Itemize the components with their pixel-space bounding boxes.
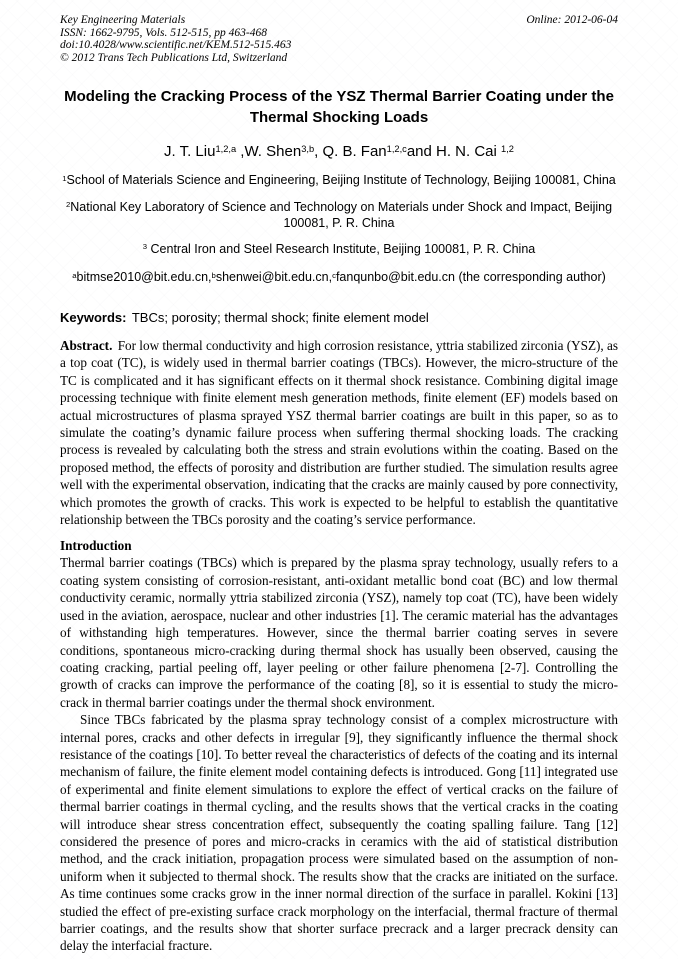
email-address: shenwei@bit.edu.cn,	[215, 270, 333, 284]
abstract-text: For low thermal conductivity and high corrosion resistance, yttria stabilized zirconia (YSZ), as a top coat (TC), is widely used in thermal barrier coatings (TBCs). However, the micro-structure of the TC is complicated and it has significant effects on it thermal shock resistance. Combining digital image processing technique with finite element mesh generation methods, finite element (EF) models based on actual microstructures of plasma sprayed YSZ thermal barrier coatings are built in this paper, so as to simulate the coating’s dynamic failure process when suffering thermal shocking loads. The cracking process is revealed by calculating both the stress and strain evolutions within the coating. Based on the proposed method, the effects of porosity and distribution are further studied. The simulation results agree well with the experimental observation, indicating that the cracks are mainly caused by pore connectivity, which promotes the growth of cracks. This work is expected to be helpful to establish the quantitative relationship between the TBCs porosity and the coating’s service performance.	[60, 338, 619, 528]
affiliation-text: School of Materials Science and Engineering, Beijing Institute of Technology, Beijing 100081, China	[66, 173, 616, 187]
paper-title: Modeling the Cracking Process of the YSZ Thermal Barrier Coating under the Thermal Shocking Loads	[64, 88, 614, 126]
journal-copyright-line: © 2012 Trans Tech Publications Ltd, Switzerland	[60, 51, 288, 64]
introduction-paragraph-1: Thermal barrier coatings (TBCs) which is prepared by the plasma spray technology, usually refers to a coating system consisting of corrosion-resistant, anti-oxidant metallic bond coat (BC) and low thermal conductivity ceramic, normally yttria stabilized zirconia (YSZ), namely top coat (TC), have been widely used in the aviation, aerospace, nuclear and other industries [1]. The ceramic material has the advantages of withstanding high temperatures. However, since the thermal barrier coating serves in severe conditions, spontaneous micro-cracking during thermal shock has usually been observed, causing the coating cracking, partial peeling off, layer peeling or other failure phenomena [2-7]. Controlling the growth of cracks can improve the performance of the coating [8], so it is essential to study the micro-crack in thermal barrier coatings under the thermal shock environment.	[60, 555, 618, 710]
affiliation-number: 2	[65, 200, 71, 210]
affiliation-3	[60, 241, 618, 258]
email-address: bitmse2010@bit.edu.cn,	[76, 270, 212, 284]
section-heading-introduction: Introduction	[60, 538, 132, 554]
email-mark: c	[332, 270, 336, 280]
journal-header	[60, 14, 618, 64]
keywords-line	[60, 310, 618, 325]
keywords-text: TBCs; porosity; thermal shock; finite element model	[131, 310, 429, 325]
affiliation-number: 3	[142, 242, 148, 252]
author-name: and H. N. Cai	[406, 143, 502, 160]
keywords-label: Keywords:	[60, 310, 127, 325]
journal-issn-line: ISSN: 1662-9795, Vols. 512-515, pp 463-468	[60, 26, 267, 39]
online-date: Online: 2012-06-04	[526, 14, 618, 26]
author-name: , Q. B. Fan	[314, 143, 387, 160]
author-name: J. T. Liu	[164, 143, 216, 160]
affiliation-text: National Key Laboratory of Science and Technology on Materials under Shock and Impact, Beijing 100081, P. R. China	[70, 199, 613, 230]
email-address: fanqunbo@bit.edu.cn (the corresponding author)	[335, 270, 606, 284]
author-emails-line	[60, 269, 618, 285]
journal-info-block	[60, 14, 291, 64]
affiliation-2	[60, 199, 618, 232]
email-mark: b	[211, 270, 216, 280]
introduction-paragraph-2: Since TBCs fabricated by the plasma spray technology consist of a complex microstructure with internal pores, cracks and other defects in irregular [9], they significantly influence the thermal shock resistance of the coatings [10]. To better reveal the characteristics of defects of the coating and its internal mechanism of failure, the finite element model containing defects is introduced. Gong [11] integrated use of experimental and finite element simulations to explore the effect of vertical cracks on the failure of thermal barrier coatings in thermal cycling, and the results shows that the vertical cracks in the coating will introduce shear stress concentration effect, subsequently the coating spalling failure. Tang [12] considered the presence of pores and micro-cracks in ceramics with the aid of statistical distribution method, and the crack initiation, propagation process were simulated based on the assumption of non-uniform when it subjected to thermal shock. The results show that the cracks are initiated on the surface. As time continues some cracks grow in the inner normal direction of the surface in parallel. Kokini [13] studied the effect of pre-existing surface crack morphology on the interfacial, thermal fracture of thermal barrier coatings, and the results show that shorter surface precrack and a larger precrack density can delay the interfacial fracture.	[60, 712, 618, 954]
affiliation-1	[60, 172, 618, 189]
affiliation-number: 1	[62, 173, 67, 183]
email-mark: a	[72, 270, 77, 280]
author-affiliation-marks: 1,2,a	[215, 143, 237, 154]
journal-doi-line: doi:10.4028/www.scientific.net/KEM.512-515.463	[60, 39, 292, 51]
author-affiliation-marks: 1,2,c	[386, 143, 407, 154]
author-affiliation-marks: 1,2	[501, 143, 514, 154]
affiliation-text: Central Iron and Steel Research Institute, Beijing 100081, P. R. China	[147, 241, 536, 256]
abstract-paragraph	[60, 337, 618, 528]
abstract-label: Abstract.	[60, 338, 113, 353]
author-affiliation-marks: 3,b	[301, 143, 315, 154]
journal-name: Key Engineering Materials	[60, 14, 186, 26]
authors-line	[60, 142, 618, 162]
author-name: ,W. Shen	[236, 143, 302, 160]
